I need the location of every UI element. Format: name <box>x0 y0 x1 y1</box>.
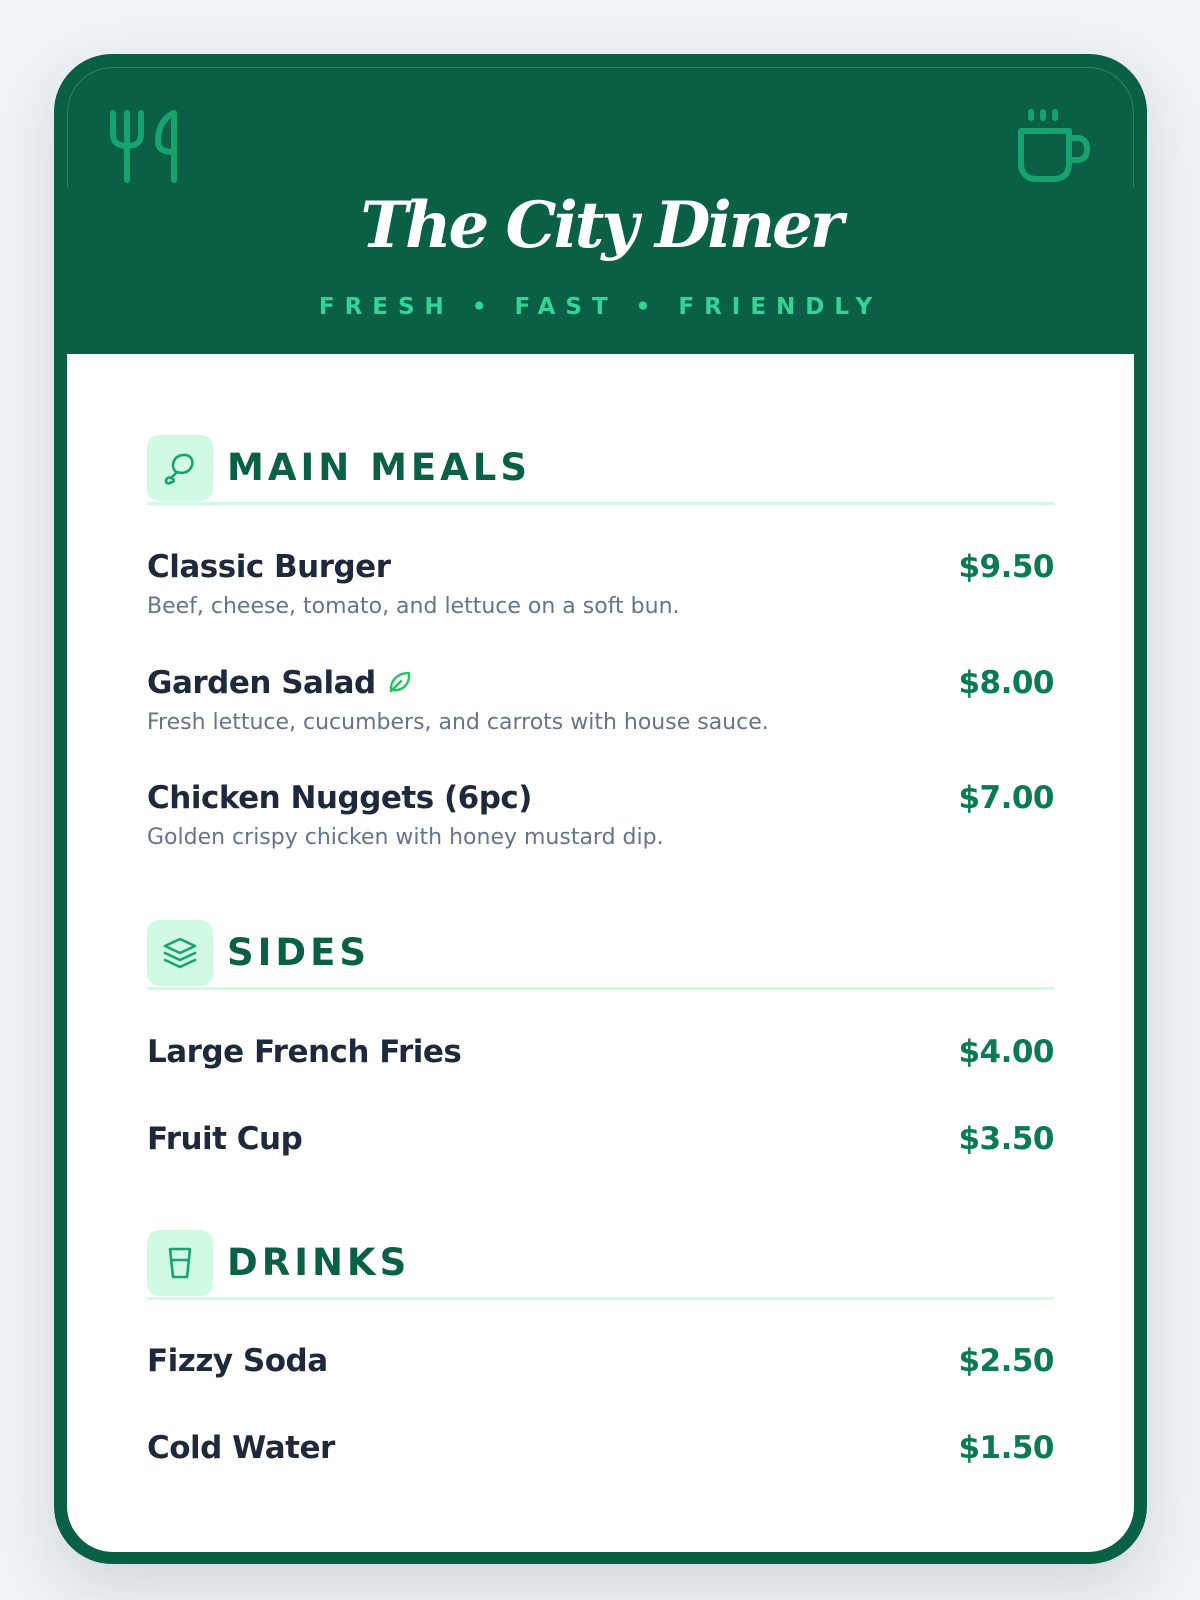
drumstick-icon <box>162 450 198 486</box>
restaurant-name: The City Diner <box>360 188 841 263</box>
item-name: Classic Burger <box>147 549 391 585</box>
menu-header <box>54 54 1147 354</box>
item-name: Cold Water <box>147 1430 335 1466</box>
section-icon-badge <box>147 1230 213 1296</box>
menu-content <box>67 354 1134 1552</box>
item-name: Garden Salad <box>147 665 376 701</box>
section-icon-badge <box>147 435 213 501</box>
item-price: $7.00 <box>958 780 1054 816</box>
utensils-icon <box>108 108 182 184</box>
item-name: Chicken Nuggets (6pc) <box>147 780 532 816</box>
leaf-icon <box>386 668 414 696</box>
item-price: $3.50 <box>958 1121 1054 1157</box>
item-name: Fruit Cup <box>147 1121 303 1157</box>
item-price: $1.50 <box>958 1430 1054 1466</box>
item-description: Fresh lettuce, cucumbers, and carrots with house sauce. <box>147 710 769 735</box>
section-title: MAIN MEALS <box>227 446 532 489</box>
header-frame <box>67 67 1134 187</box>
cup-icon <box>162 1245 198 1281</box>
section-header <box>147 1230 1054 1300</box>
layers-icon <box>162 935 198 971</box>
item-name-row <box>147 665 414 701</box>
item-price: $9.50 <box>958 549 1054 585</box>
item-description: Beef, cheese, tomato, and lettuce on a soft bun. <box>147 594 680 619</box>
section-icon-badge <box>147 920 213 986</box>
item-description: Golden crispy chicken with honey mustard dip. <box>147 825 664 850</box>
coffee-icon <box>1017 109 1093 183</box>
section-title: SIDES <box>227 931 371 974</box>
item-price: $2.50 <box>958 1343 1054 1379</box>
item-price: $8.00 <box>958 665 1054 701</box>
section-header <box>147 920 1054 990</box>
item-price: $4.00 <box>958 1034 1054 1070</box>
section-title: DRINKS <box>227 1241 411 1284</box>
section-header <box>147 435 1054 505</box>
item-name: Large French Fries <box>147 1034 462 1070</box>
item-name: Fizzy Soda <box>147 1343 328 1379</box>
restaurant-tagline: FRESH • FAST • FRIENDLY <box>318 294 883 320</box>
menu-card <box>54 54 1147 1564</box>
